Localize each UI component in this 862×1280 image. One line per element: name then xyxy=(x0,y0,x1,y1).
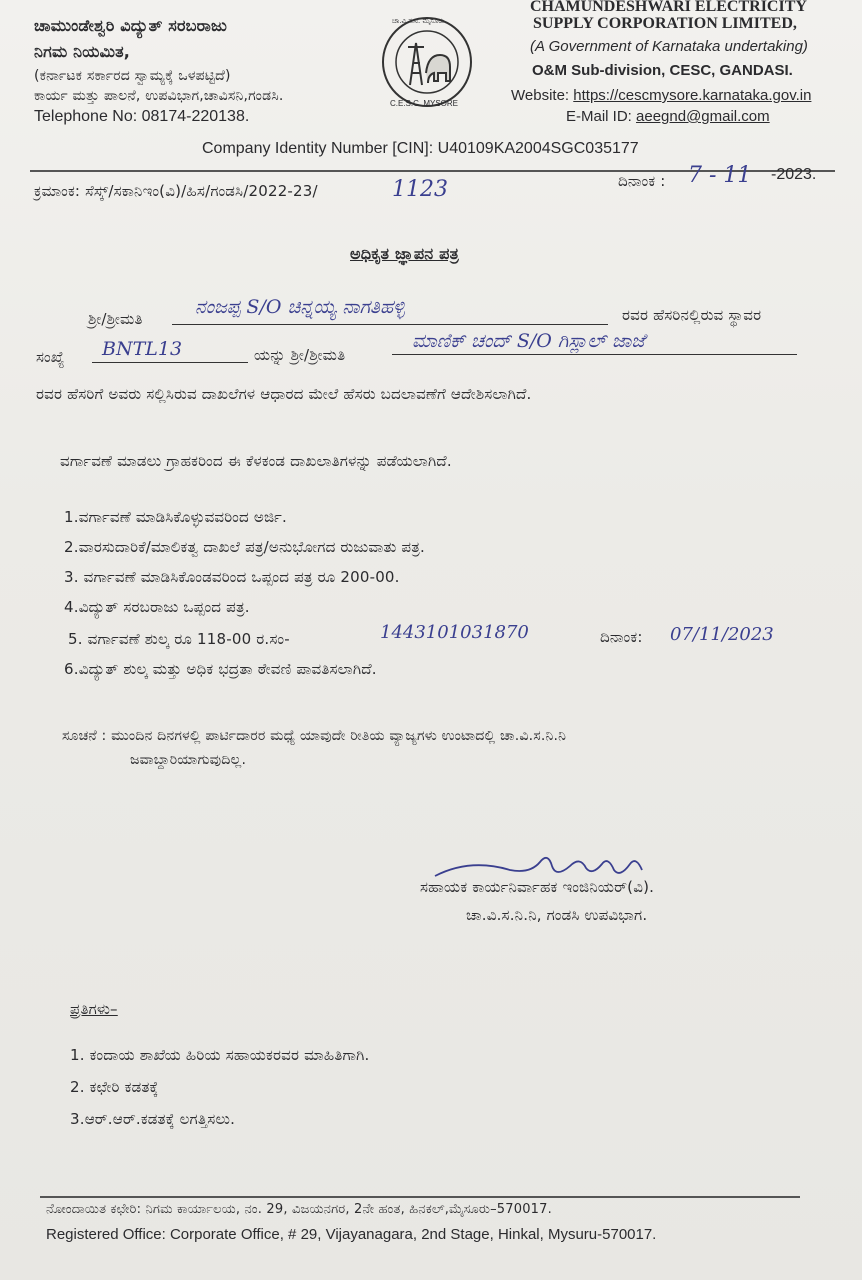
website-link[interactable]: https://cescmysore.karnataka.gov.in xyxy=(573,87,812,104)
item5-date-handwritten: 07/11/2023 xyxy=(670,624,774,645)
email-line xyxy=(566,108,770,125)
copy-item-3: 3.ಆರ್.ಆರ್.ಕಡತಕ್ಕೆ ಲಗತ್ತಿಸಲು. xyxy=(70,1110,236,1128)
footer-divider xyxy=(40,1196,800,1198)
email-link[interactable]: aeegnd@gmail.com xyxy=(636,108,770,125)
en-company-name-line2: SUPPLY CORPORATION LIMITED, xyxy=(533,15,797,32)
item5-date-label: ದಿನಾಂಕ: xyxy=(600,628,643,646)
receipt-number-handwritten: 1443101031870 xyxy=(380,622,529,643)
name1-underline xyxy=(172,324,608,325)
sankhye-label: ಸಂಖ್ಯೆ xyxy=(36,348,65,366)
en-registered-office: Registered Office: Corporate Office, # 29, Vijayanagara, 2nd Stage, Hinkal, Mysuru-570017. xyxy=(46,1226,657,1243)
name1-handwritten: ನಂಜಪ್ಪ S/O ಚಿನ್ನಯ್ಯ ನಾಗತಿಹಳ್ಳಿ xyxy=(195,296,405,318)
note-line-2: ಜವಾಬ್ದಾರಿಯಾಗುವುದಿಲ್ಲ. xyxy=(130,752,247,768)
date-label: ದಿನಾಂಕ : xyxy=(618,172,666,190)
document-item-6: 6.ವಿದ್ಯುತ್ ಶುಲ್ಕ ಮತ್ತು ಅಧಿಕ ಭದ್ರತಾ ಠೇವಣಿ ಪಾವತಿಸಲಾಗಿದೆ. xyxy=(64,660,377,678)
document-item-3: 3. ವರ್ಗಾವಣೆ ಮಾಡಿಸಿಕೊಂಡವರಿಂದ ಒಪ್ಪಂದ ಪತ್ರ ರೂ 200-00. xyxy=(64,568,400,586)
company-identity-number: Company Identity Number [CIN]: U40109KA2004SGC035177 xyxy=(202,140,639,157)
signatory-office: ಚಾ.ವಿ.ಸ.ನಿ.ನಿ, ಗಂಡಸಿ ಉಪವಿಭಾಗ. xyxy=(466,906,648,924)
copy-item-1: 1. ಕಂದಾಯ ಶಾಖೆಯ ಹಿರಿಯ ಸಹಾಯಕರವರ ಮಾಹಿತಿಗಾಗಿ. xyxy=(70,1046,370,1064)
document-item-1: 1.ವರ್ಗಾವಣೆ ಮಾಡಿಸಿಕೊಳ್ಳುವವರಿಂದ ಅರ್ಜಿ. xyxy=(64,508,287,526)
en-company-name-line1: CHAMUNDESHWARI ELECTRICITY xyxy=(530,0,807,15)
document-item-4: 4.ವಿದ್ಯುತ್ ಸರಬರಾಜು ಒಪ್ಪಂದ ಪತ್ರ. xyxy=(64,598,250,616)
note-line-1: ಸೂಚನೆ : ಮುಂದಿನ ದಿನಗಳಲ್ಲಿ ಪಾರ್ಟಿದಾರರ ಮಧ್ಯೆ ಯಾವುದೇ ರೀತಿಯ ವ್ಯಾಜ್ಯಗಳು ಉಂಟಾದಲ್ಲಿ ಚಾ.ವಿ.ಸ.ನಿ.ನಿ xyxy=(62,728,567,744)
website-line xyxy=(511,87,811,104)
kn-company-name-line2: ನಿಗಮ ನಿಯಮಿತ, xyxy=(34,42,131,61)
documents-intro: ವರ್ಗಾವಣೆ ಮಾಡಲು ಗ್ರಾಹಕರಿಂದ ಈ ಕೆಳಕಂಡ ದಾಖಲಾತಿಗಳನ್ನು ಪಡೆಯಲಾಗಿದೆ. xyxy=(60,452,452,470)
kn-office-address: ಕಾರ್ಯ ಮತ್ತು ಪಾಲನೆ, ಉಪವಿಭಾಗ,ಚಾವಿಸನಿ,ಗಂಡಸಿ. xyxy=(34,88,284,104)
shri-label-1: ಶ್ರೀ/ಶ್ರೀಮತಿ xyxy=(88,310,143,328)
document-title: ಅಧಿಕೃತ ಜ್ಞಾಪನ ಪತ್ರ xyxy=(350,244,459,263)
cesc-logo xyxy=(380,15,475,110)
signatory-designation: ಸಹಾಯಕ ಕಾರ್ಯನಿರ್ವಾಹಕ ಇಂಜಿನಿಯರ್(ವಿ). xyxy=(420,878,655,896)
telephone-number: Telephone No: 08174-220138. xyxy=(34,108,250,125)
copies-heading: ಪ್ರತಿಗಳು– xyxy=(70,1000,118,1018)
website-label: Website: xyxy=(511,87,570,104)
sentence-end: ರವರ ಹೆಸರಿಗೆ ಅವರು ಸಲ್ಲಿಸಿರುವ ದಾಖಲೆಗಳ ಆಧಾರದ ಮೇಲೆ ಹೆಸರು ಬದಲಾವಣೆಗೆ ಆದೇಶಿಸಲಾಗಿದೆ. xyxy=(36,385,532,403)
yannu-text: ಯನ್ನು ಶ್ರೀ/ಶ್ರೀಮತಿ xyxy=(254,346,346,364)
copy-item-2: 2. ಕಛೇರಿ ಕಡತಕ್ಕೆ xyxy=(70,1078,159,1096)
name2-handwritten: ಮಾಣಿಕ್ ಚಂದ್ S/O ಗಿಸ್ಲಾಲ್ ಜಾಜೆ xyxy=(412,330,645,352)
installation-number-handwritten: BNTL13 xyxy=(102,338,183,360)
kn-registered-office: ನೋಂದಾಯಿತ ಕಛೇರಿ: ನಿಗಮ ಕಾರ್ಯಾಲಯ, ನಂ. 29, ವಿಜಯನಗರ, 2ನೇ ಹಂತ, ಹಿನಕಲ್,ಮೈಸೂರು–570017. xyxy=(46,1202,552,1217)
name2-underline xyxy=(392,354,797,355)
logo-top-text: ಚಾ.ವಿ.ಸ.ನಿ. ಮೈಸೂರು xyxy=(392,17,445,25)
en-govt-undertaking: (A Government of Karnataka undertaking) xyxy=(530,38,808,55)
installation-underline xyxy=(92,362,248,363)
after-name1-text: ರವರ ಹೆಸರಿನಲ್ಲಿರುವ ಸ್ಥಾವರ xyxy=(622,306,762,324)
document-item-5: 5. ವರ್ಗಾವಣೆ ಶುಲ್ಕ ರೂ 118-00 ರ.ಸಂ- xyxy=(68,630,290,648)
reference-number-handwritten: 1123 xyxy=(392,177,448,202)
date-year: -2023. xyxy=(771,166,817,183)
kn-govt-undertaking: (ಕರ್ನಾಟಕ ಸರ್ಕಾರದ ಸ್ವಾಮ್ಯಕ್ಕೆ ಒಳಪಟ್ಟಿದೆ) xyxy=(34,68,231,84)
transmission-tower-elephant-logo-icon xyxy=(380,15,475,110)
email-label: E-Mail ID: xyxy=(566,108,632,125)
date-handwritten: 7 - 11 xyxy=(688,163,752,188)
document-item-2: 2.ವಾರಸುದಾರಿಕೆ/ಮಾಲಿಕತ್ವ ದಾಖಲೆ ಪತ್ರ/ಅನುಭೋಗದ ರುಜುವಾತು ಪತ್ರ. xyxy=(64,538,425,556)
logo-bottom-text: C.E.S.C. MYSORE xyxy=(390,99,459,108)
en-office-address: O&M Sub-division, CESC, GANDASI. xyxy=(532,62,793,79)
kn-company-name-line1: ಚಾಮುಂಡೇಶ್ವರಿ ವಿದ್ಯುತ್ ಸರಬರಾಜು xyxy=(34,16,227,35)
reference-number-label: ಕ್ರಮಾಂಕ: ಸೆಸ್ಕ್/ಸಕಾನಿಇಂ(ವಿ)/ಹಿಸ/ಗಂಡಸಿ/2022-23/ xyxy=(34,182,318,200)
